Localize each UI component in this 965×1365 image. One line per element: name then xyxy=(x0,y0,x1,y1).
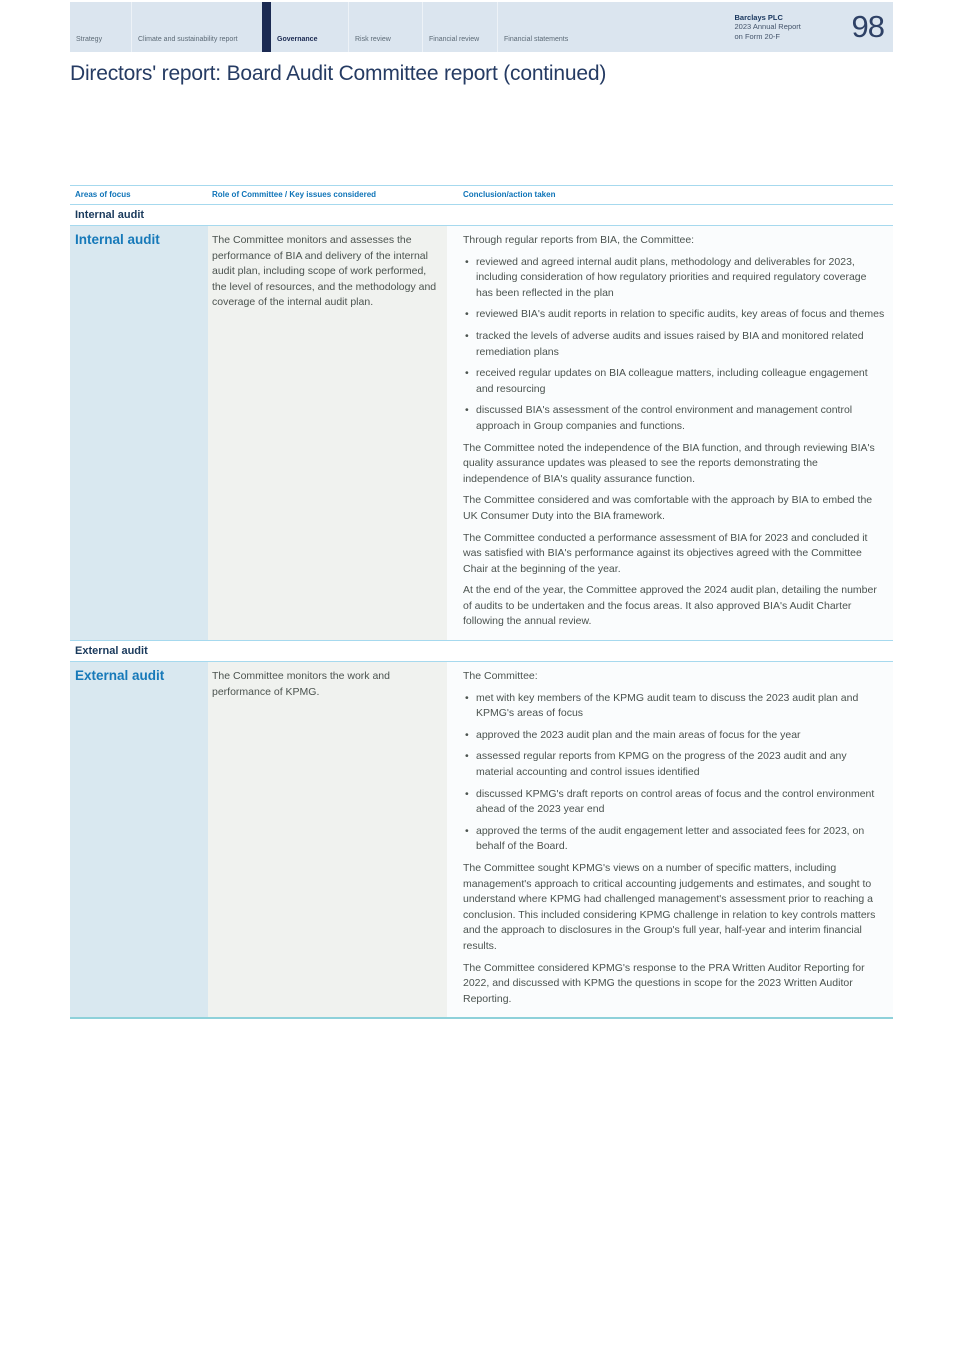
section-row-internal-audit: Internal audit xyxy=(70,204,893,226)
top-nav-band xyxy=(70,2,893,52)
bullet-item: • reviewed BIA's audit reports in relation to specific audits, key areas of focus and themes xyxy=(463,307,885,323)
brand-report-line: 2023 Annual Report xyxy=(734,22,801,32)
paragraph: At the end of the year, the Committee approved the 2024 audit plan, detailing the number of audits to be undertaken and the focus areas. It also approved BIA's Audit Charter following the annual review. xyxy=(463,584,877,628)
paragraph: The Committee conducted a performance assessment of BIA for 2023 and concluded it was satisfied with BIA's performance against its objectives agreed with the Committee Chair at the beginning of the year. xyxy=(463,531,868,575)
bullet-item: • tracked the levels of adverse audits and issues raised by BIA and monitored related remediation plans xyxy=(463,329,885,360)
bullet-item: • approved the 2023 audit plan and the main areas of focus for the year xyxy=(463,728,885,744)
table-header-row xyxy=(70,185,893,204)
page-title: Directors' report: Board Audit Committee report (continued) xyxy=(70,62,607,85)
bullet-item: • assessed regular reports from KPMG on the progress of the 2023 audit and any material accounting and control issues identified xyxy=(463,749,885,780)
paragraph: The Committee noted the independence of the BIA function, and through reviewing BIA's quality assurance updates was pleased to see the reports demonstrating the independence of BIA's quality assurance function. xyxy=(463,441,875,485)
area-heading: Internal audit xyxy=(75,232,160,247)
conclusion-intro: Through regular reports from BIA, the Committee: xyxy=(463,234,695,246)
brand-form-line: on Form 20-F xyxy=(734,31,780,41)
conclusion-bullet-list xyxy=(463,255,885,435)
brand-block xyxy=(735,13,843,42)
bullet-item: • approved the terms of the audit engagement letter and associated fees for 2023, on behalf of the Board. xyxy=(463,824,885,855)
paragraph: The Committee sought KPMG's views on a number of specific matters, including management's approach to critical accounting judgements and estimates, and sought to understand where KPMG had challenged management's assessment prior to reaching a conclusion. This included considering KPMG challenge in relation to key controls matters and the approach to disclosures in the Group's full year, half-year and interim financial results. xyxy=(463,862,876,952)
paragraph: The Committee considered and was comfortable with the approach by BIA to embed the UK Consumer Duty into the BIA framework. xyxy=(463,494,873,522)
tab-risk-review[interactable]: Risk review xyxy=(348,2,422,52)
conclusion-paragraphs xyxy=(463,441,885,631)
bullet-item: • met with key members of the KPMG audit team to discuss the 2023 audit plan and KPMG's areas of focus xyxy=(463,691,885,722)
paragraph: The Committee considered KPMG's response to the PRA Written Auditor Reporting for 2022, and discussed with KPMG the questions in scope for the 2023 Written Auditor Reporting. xyxy=(463,961,865,1005)
page-number: 98 xyxy=(851,9,884,44)
brand-name: Barclays PLC xyxy=(734,12,783,22)
role-text: The Committee monitors and assesses the performance of BIA and delivery of the internal audit plan, including scope of work performed, the level of resources, and the methodology and coverage of the internal audit plan. xyxy=(212,234,437,309)
role-of-committee-cell xyxy=(208,226,447,640)
table-row xyxy=(70,226,893,640)
conclusion-cell xyxy=(447,662,893,1017)
area-of-focus-cell xyxy=(70,226,208,640)
bullet-item: • discussed BIA's assessment of the control environment and management control approach in Group companies and functions. xyxy=(463,403,885,434)
conclusion-bullet-list xyxy=(463,691,885,855)
tab-financial-review[interactable]: Financial review xyxy=(422,2,497,52)
active-tab-marker xyxy=(262,2,271,52)
conclusion-intro: The Committee: xyxy=(463,670,538,683)
bullet-item: • discussed KPMG's draft reports on control areas of focus and the control environment ahead of the 2023 year end xyxy=(463,787,885,818)
column-header-areas-of-focus: Areas of focus xyxy=(75,190,131,199)
area-heading: External audit xyxy=(75,668,165,684)
section-row-external-audit: External audit xyxy=(70,640,893,662)
conclusion-cell xyxy=(447,226,893,640)
band-right-group xyxy=(735,2,893,52)
role-of-committee-cell xyxy=(208,662,447,1017)
table-row xyxy=(70,662,893,1019)
column-header-conclusion: Conclusion/action taken xyxy=(463,190,556,199)
role-text: The Committee monitors the work and performance of KPMG. xyxy=(212,670,390,698)
tab-governance[interactable]: Governance xyxy=(277,36,318,44)
bullet-item: • received regular updates on BIA colleague matters, including colleague engagement and resourcing xyxy=(463,366,885,397)
column-header-role-of-committee: Role of Committee / Key issues considered xyxy=(212,190,377,199)
conclusion-paragraphs xyxy=(463,861,885,1007)
tab-climate-and-sustainability-report[interactable]: Climate and sustainability report xyxy=(131,2,262,52)
tab-strategy[interactable]: Strategy xyxy=(76,36,103,44)
bullet-item: • reviewed and agreed internal audit plans, methodology and deliverables for 2023, including consideration of how regulatory priorities and required regulatory coverage has been reflected in the plan xyxy=(463,255,885,302)
area-of-focus-cell xyxy=(70,662,208,1017)
tab-financial-statements[interactable]: Financial statements xyxy=(497,2,582,52)
audit-table xyxy=(70,185,893,1019)
